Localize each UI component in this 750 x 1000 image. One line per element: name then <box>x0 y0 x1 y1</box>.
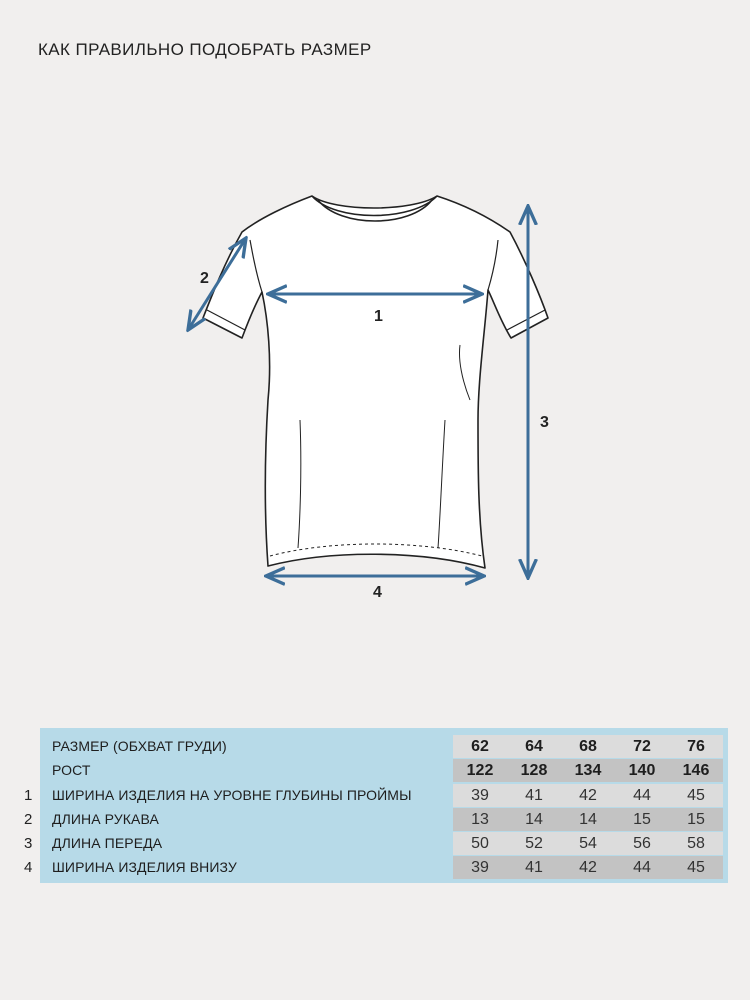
tshirt-outline <box>203 196 548 568</box>
row-values <box>453 832 723 855</box>
table-cell: 41 <box>525 859 543 876</box>
row-label: ДЛИНА РУКАВА <box>52 811 159 827</box>
table-row <box>40 832 728 855</box>
table-cell: 42 <box>579 859 597 876</box>
row-label: ШИРИНА ИЗДЕЛИЯ ВНИЗУ <box>52 859 237 875</box>
table-cell: 41 <box>525 787 543 804</box>
table-cell: 42 <box>579 787 597 804</box>
table-cell: 45 <box>687 787 705 804</box>
row-number: 2 <box>24 811 33 828</box>
table-cell: 134 <box>574 762 602 779</box>
row-label: ДЛИНА ПЕРЕДА <box>52 835 163 851</box>
table-cell: 62 <box>471 738 489 755</box>
row-values <box>453 784 723 807</box>
table-cell: 128 <box>520 762 548 779</box>
size-table <box>40 728 728 883</box>
table-cell: 58 <box>687 835 705 852</box>
table-cell: 50 <box>471 835 489 852</box>
row-label: РАЗМЕР (ОБХВАТ ГРУДИ) <box>52 738 227 754</box>
row-label: РОСТ <box>52 762 91 778</box>
table-cell: 68 <box>579 738 597 755</box>
table-cell: 122 <box>466 762 494 779</box>
table-row <box>40 784 728 807</box>
row-values <box>453 735 723 758</box>
table-cell: 54 <box>579 835 597 852</box>
table-cell: 44 <box>633 787 651 804</box>
table-cell: 72 <box>633 738 651 755</box>
row-values <box>453 856 723 879</box>
table-cell: 45 <box>687 859 705 876</box>
table-cell: 15 <box>687 811 705 828</box>
dim-label-3: 3 <box>540 414 549 431</box>
row-label: ШИРИНА ИЗДЕЛИЯ НА УРОВНЕ ГЛУБИНЫ ПРОЙМЫ <box>52 787 412 803</box>
table-cell: 39 <box>471 859 489 876</box>
table-cell: 14 <box>579 811 597 828</box>
table-cell: 13 <box>471 811 489 828</box>
row-number: 4 <box>24 859 33 876</box>
table-cell: 146 <box>682 762 710 779</box>
table-cell: 76 <box>687 738 705 755</box>
row-values <box>453 759 723 782</box>
row-number: 1 <box>24 787 33 804</box>
table-row <box>40 808 728 831</box>
table-row <box>40 856 728 879</box>
dim-label-1: 1 <box>374 308 383 325</box>
table-cell: 56 <box>633 835 651 852</box>
row-number: 3 <box>24 835 33 852</box>
table-cell: 44 <box>633 859 651 876</box>
table-row <box>40 735 728 758</box>
table-cell: 15 <box>633 811 651 828</box>
table-cell: 140 <box>628 762 656 779</box>
table-row <box>40 759 728 782</box>
table-cell: 39 <box>471 787 489 804</box>
table-cell: 52 <box>525 835 543 852</box>
table-cell: 64 <box>525 738 543 755</box>
row-values <box>453 808 723 831</box>
dim-label-2: 2 <box>200 270 209 287</box>
table-cell: 14 <box>525 811 543 828</box>
dim-label-4: 4 <box>373 584 382 601</box>
page-title: КАК ПРАВИЛЬНО ПОДОБРАТЬ РАЗМЕР <box>38 40 372 59</box>
